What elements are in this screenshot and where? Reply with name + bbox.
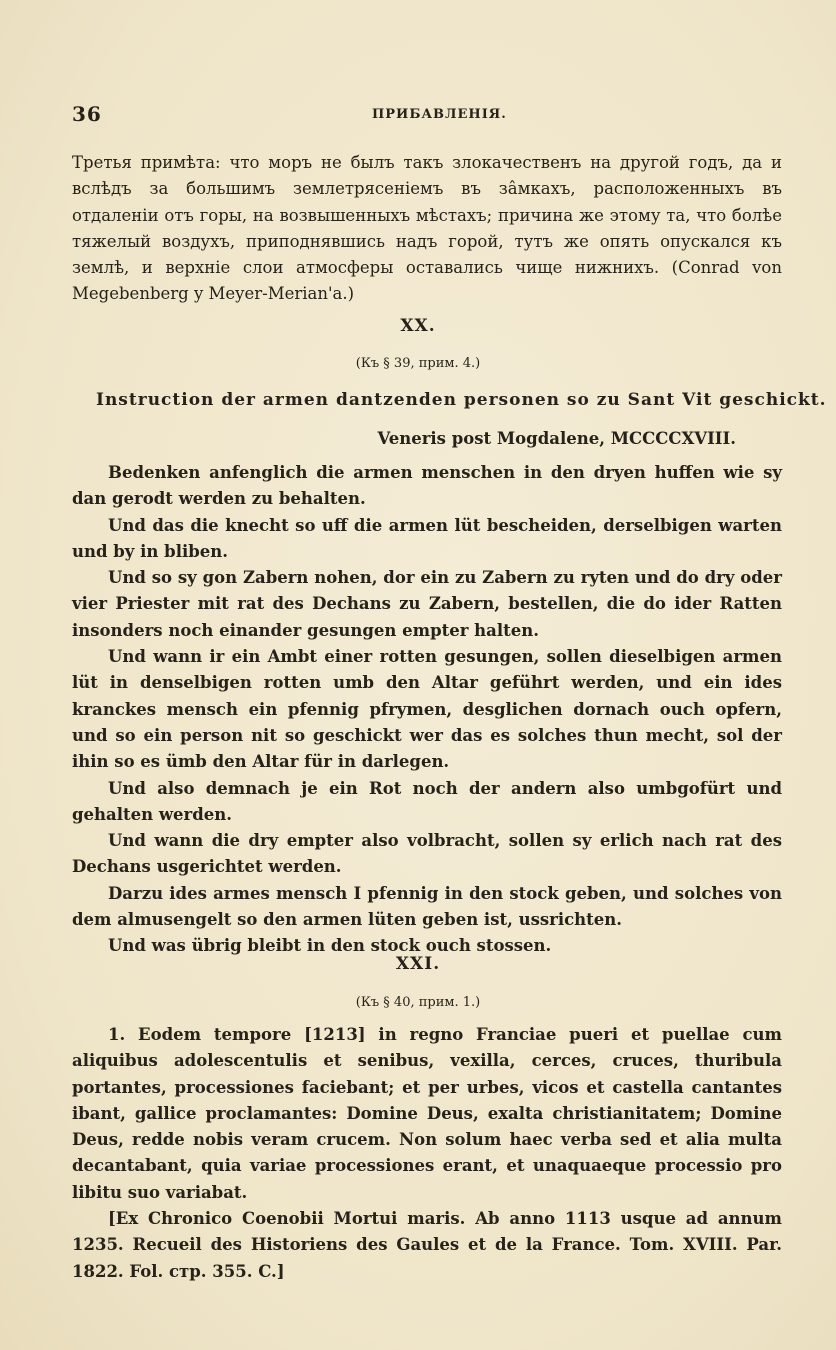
section-reference-xxi: (Къ § 40, прим. 1.) xyxy=(355,995,481,1010)
document-title: Instruction der armen dantzenden personen so zu Sant Vit geschickt. xyxy=(96,390,827,410)
paragraph: Und das die knecht so uff die armen lüt bescheiden, derselbigen warten und by in bliben. xyxy=(72,515,782,561)
paragraph: Und wann die dry empter also volbracht, sollen sy erlich nach rat des Dechans usgerichtet werden. xyxy=(72,831,782,877)
paragraph: Und was übrig bleibt in den stock ouch stossen. xyxy=(108,936,552,956)
section-reference-xx: (Къ § 39, прим. 4.) xyxy=(355,356,481,371)
citation-paragraph: [Ex Chronico Coenobii Mortui maris. Ab anno 1113 usque ad annum 1235. Recueil des Historiens des Gaules et de la France. Tom. XVIII. Par. 1822. Fol. стр. 355. C.] xyxy=(72,1209,782,1281)
paragraph: Bedenken anfenglich die armen menschen in den dryen huffen wie sy dan gerodt werden zu behalten. xyxy=(72,463,782,509)
document-date: Veneris post Mogdalene, MCCCCXVIII. xyxy=(377,429,736,448)
intro-text-block xyxy=(72,150,782,308)
section-heading-xx: XX. xyxy=(400,316,436,336)
paragraph: Und wann ir ein Ambt einer rotten gesungen, sollen dieselbigen armen lüt in denselbigen rotten umb den Altar geführt werden, und ein ides kranckes mensch ein pfennig pfrymen, desglichen dornach ouch opfern, und so ein person nit so geschickt wer das es solches thun mecht, sol der ihin so es ümb den Altar für in darlegen. xyxy=(72,647,782,772)
paragraph: Und also demnach je ein Rot noch der andern also umbgofürt und gehalten werden. xyxy=(72,778,782,824)
paragraph: Darzu ides armes mensch I pfennig in den stock geben, und solches von dem almusengelt so den armen lüten geben ist, ussrichten. xyxy=(72,883,782,930)
german-text-block xyxy=(72,460,782,960)
page-header xyxy=(72,102,772,132)
page-number: 36 xyxy=(72,102,102,126)
section-heading-xxi: XXI. xyxy=(395,954,441,974)
running-head: ПРИБАВЛЕНIЯ. xyxy=(372,107,507,122)
latin-text-block xyxy=(72,1022,782,1285)
paragraph: Und so sy gon Zabern nohen, dor ein zu Zabern zu ryten und do dry oder vier Priester mit rat des Dechans zu Zabern, bestellen, die do ider Ratten insonders noch einander gesungen empter halten. xyxy=(72,568,782,640)
intro-paragraph: Третья примѣта: что моръ не былъ такъ злокачественъ на другой годъ, да и вслѣдъ за большимъ землетрясеніемъ въ зâмкахъ, расположенныхъ въ отдаленіи отъ горы, на возвышенныхъ мѣстахъ; причина же этому та, что болѣе тяжелый воздухъ, приподнявшись надъ горой, тутъ же опять опускался къ землѣ, и верхніе слои атмосферы оставались чище нижнихъ. (Conrad von Megebenberg y Meyer-Merian'a.) xyxy=(72,153,782,304)
paragraph: 1. Eodem tempore [1213] in regno Franciae pueri et puellae cum aliquibus adolescentulis et senibus, vexilla, cerces, cruces, thuribula portantes, processiones faciebant; et per urbes, vicos et castella cantantes ibant, gallice proclamantes: Domine Deus, exalta christianitatem; Domine Deus, redde nobis veram crucem. Non solum haec verba sed et alia multa decantabant, quia variae processiones erant, et unaquaeque processio pro libitu suo variabat. xyxy=(72,1025,782,1202)
